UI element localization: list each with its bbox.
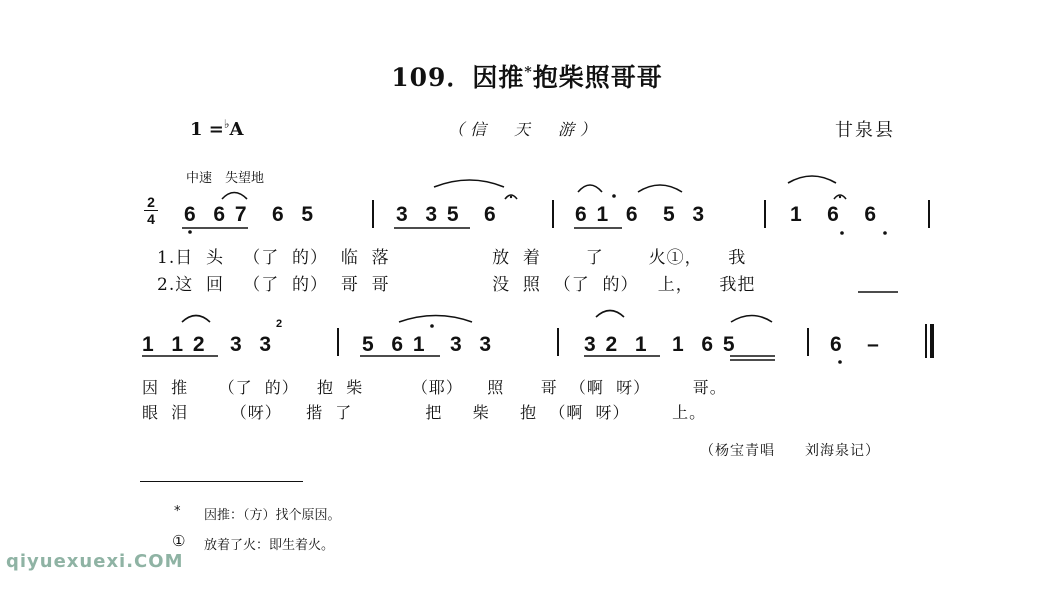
credit-line: （杨宝青唱 刘海泉记）	[700, 443, 880, 459]
low-dot	[883, 231, 887, 235]
slur	[731, 316, 772, 323]
song-title	[0, 58, 1054, 94]
slur	[182, 316, 210, 323]
region-label: 甘泉县	[835, 120, 895, 141]
measure-2-2: 5 6 1 3 3	[362, 333, 494, 356]
title-part: 109．因推	[391, 63, 525, 92]
measure-1-4: 1 6 6	[790, 203, 879, 226]
measure-2-1: 1 1 2 3 3	[142, 333, 274, 356]
time-sig-top: 2	[147, 194, 155, 210]
barline	[372, 200, 374, 228]
slur	[788, 176, 836, 183]
barline	[552, 200, 554, 228]
time-signature	[144, 195, 158, 226]
slur	[222, 193, 247, 200]
key-label: 1 =	[190, 119, 224, 140]
slur	[578, 185, 602, 192]
measure-2-3: 3 2 1 1 6 5	[584, 333, 737, 356]
lyrics-verse2-line2: 眼 泪 （呀） 揩 了 把 柴 抱 （啊 呀） 上。	[142, 403, 707, 422]
barline	[928, 200, 930, 228]
barline	[337, 328, 339, 356]
measure-2-4: 6 –	[830, 333, 881, 356]
measure-1-2: 3 3 5 6	[396, 203, 498, 226]
footnote-rule	[140, 481, 303, 482]
footnote-star-text: 因推：（方）找个原因。	[204, 508, 341, 523]
grace-note: 2	[276, 318, 285, 330]
low-dot	[188, 230, 192, 234]
site-watermark: qiyuexuexi.COM	[6, 551, 184, 572]
fermata	[834, 195, 846, 199]
lyrics-verse1-line1: 1.日 头 （了 的） 临 落 放 着 了 火①， 我	[157, 248, 747, 268]
barline	[807, 328, 809, 356]
low-dot	[838, 360, 842, 364]
key-signature	[190, 117, 244, 140]
low-dot	[840, 231, 844, 235]
slur	[596, 311, 624, 318]
slur	[399, 316, 472, 323]
flat-sign: ♭	[223, 117, 230, 131]
footnote-one-mark: ①	[172, 532, 186, 550]
measure-1-1: 6 6 7 6 5	[184, 203, 316, 226]
high-dot	[612, 194, 616, 198]
fermata-dot	[510, 196, 512, 198]
lyrics-verse1-line2: 因 推 （了 的） 抱 柴 （耶） 照 哥 （啊 呀） 哥。	[142, 378, 727, 397]
footnote-one-text: 放着了火：即生着火。	[204, 538, 335, 553]
tempo-marking: 中速 失望地	[186, 171, 265, 186]
barline	[557, 328, 559, 356]
key-note: A	[229, 119, 244, 140]
measure-1-3: 6 1 6 5 3	[575, 203, 707, 226]
final-barline-thin	[925, 324, 927, 358]
lyrics-verse2-line1: 2.这 回 （了 的） 哥 哥 没 照 （了 的） 上， 我把	[157, 275, 756, 295]
slur	[434, 180, 504, 187]
final-barline-thick	[930, 324, 934, 358]
time-sig-bottom: 4	[147, 211, 155, 227]
title-rest: 抱柴照哥哥	[532, 63, 663, 92]
genre-label: （信 天 游）	[448, 120, 603, 139]
fermata-dot	[839, 196, 841, 198]
footnote-star-mark: *	[174, 504, 181, 519]
fermata	[505, 195, 517, 199]
barline	[764, 200, 766, 228]
slur	[638, 185, 682, 192]
high-dot	[430, 324, 434, 328]
title-star: *	[524, 64, 533, 81]
